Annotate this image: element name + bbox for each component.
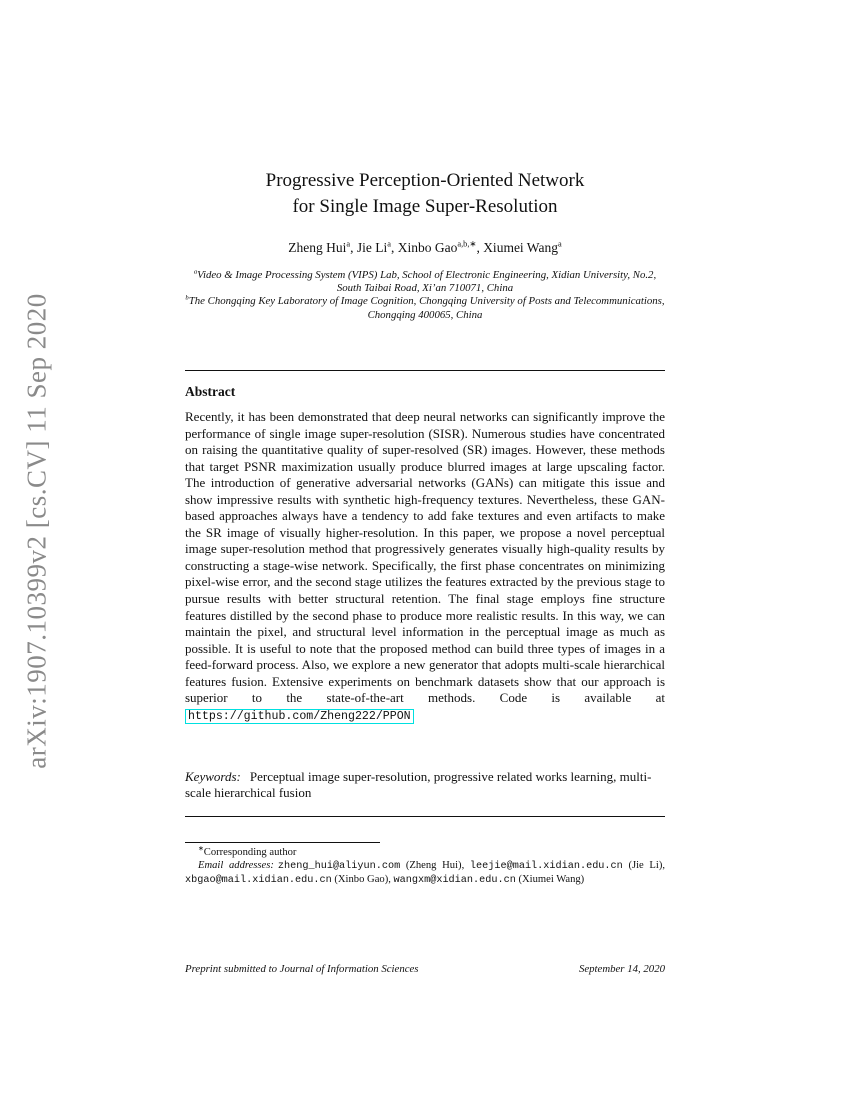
affiliation: $^a$Video & Image Processing System (VIPS) Lab, School of Electronic Engineering, Xidian University, No.2, South Taibai Road, Xi’an 710071, China	[193, 268, 657, 295]
affiliations	[185, 269, 665, 322]
author-affiliation-sup: a	[557, 239, 562, 249]
corresponding-author-text: Corresponding author	[203, 847, 297, 858]
author-affiliation-sup: a	[387, 239, 391, 249]
footnote-marker: ∗	[198, 845, 204, 853]
abstract-heading: Abstract	[185, 384, 236, 399]
abstract-divider-bottom	[185, 816, 665, 817]
footnote-block	[185, 847, 665, 887]
author-affiliation-sup: a	[346, 239, 351, 249]
keywords-line	[185, 769, 665, 802]
email-address: leejie@mail.xidian.edu.cn	[469, 860, 623, 872]
abstract-body-text: Recently, it has been demonstrated that deep neural networks can significantly improve the performance of single image super-resolution (SISR). Numerous studies have concentrated on raising the quantitative quality of super-resolved (SR) images. However, these methods that target PSNR maximization usually produce blurred images at large upscaling factor. The introduction of generative adversarial networks (GANs) can mitigate this issue and show impressive results with synthetic high-frequency textures. Nevertheless, these GAN-based approaches always have a tendency to add fake textures and even artifacts to make the SR image of visually higher-resolution. In this paper, we propose a novel perceptual image super-resolution method that progressively generates visually high-quality results by constructing a stage-wise network. Specifically, the first phase concentrates on minimizing pixel-wise error, and the second stage utilizes the features extracted by the previous stage to pursue results with better structural retention. The final stage employs fine structure features distilled by the second phase to produce more realistic results. In this way, we can maintain the pixel, and structural level information in the perceptual image as much as possible. It is useful to note that the proposed method can build three types of images in a feed-forward process. Also, we explore a new generator that adopts multi-scale hierarchical features fusion. Extensive experiments on benchmark datasets show that our approach is superior to the state-of-the-art methods. Code is available at	[185, 409, 665, 706]
author-affiliation-sup: a,b,∗	[457, 239, 477, 249]
keywords-label: Keywords:	[185, 769, 241, 784]
arxiv-watermark: arXiv:1907.10399v2 [cs.CV] 11 Sep 2020	[21, 293, 52, 769]
page-footer	[185, 963, 665, 975]
paper-title	[185, 168, 665, 220]
email-address: wangxm@xidian.edu.cn	[393, 874, 516, 886]
abstract-divider-top	[185, 370, 665, 371]
paper-title-line-1: Progressive Perception-Oriented Network	[265, 170, 585, 191]
affiliation: $^b$The Chongqing Key Laboratory of Image Cognition, Chongqing University of Posts and Telecommunications, Chongqing 400065, China	[185, 294, 665, 321]
footer-date: September 14, 2020	[578, 963, 665, 975]
abstract-text	[185, 409, 665, 725]
keywords-text: Perceptual image super-resolution, progressive related works learning, multi-scale hierarchical fusion	[185, 769, 652, 801]
footnote-rule	[185, 842, 380, 843]
code-repository-link[interactable]: https://github.com/Zheng222/PPON	[185, 709, 414, 724]
email-list: zheng_hui@aliyun.com (Zheng Hui), leejie@mail.xidian.edu.cn (Jie Li), xbgao@mail.xidian.edu.cn (Xinbo Gao), wangxm@xidian.edu.cn (Xiumei Wang)	[185, 859, 666, 886]
email-addresses-label: Email addresses:	[198, 859, 274, 871]
authors-line: Zheng Hui$^a$, Jie Li$^a$, Xinbo Gao$^{a,b,∗}$, Xiumei Wang$^a$	[288, 239, 562, 255]
email-addresses-note	[185, 860, 665, 888]
email-address: xbgao@mail.xidian.edu.cn	[185, 874, 332, 886]
corresponding-author-note	[185, 847, 665, 860]
email-address: zheng_hui@aliyun.com	[277, 860, 401, 872]
paper-title-line-2: for Single Image Super-Resolution	[292, 196, 558, 217]
preprint-note: Preprint submitted to Journal of Information Sciences	[185, 963, 419, 975]
